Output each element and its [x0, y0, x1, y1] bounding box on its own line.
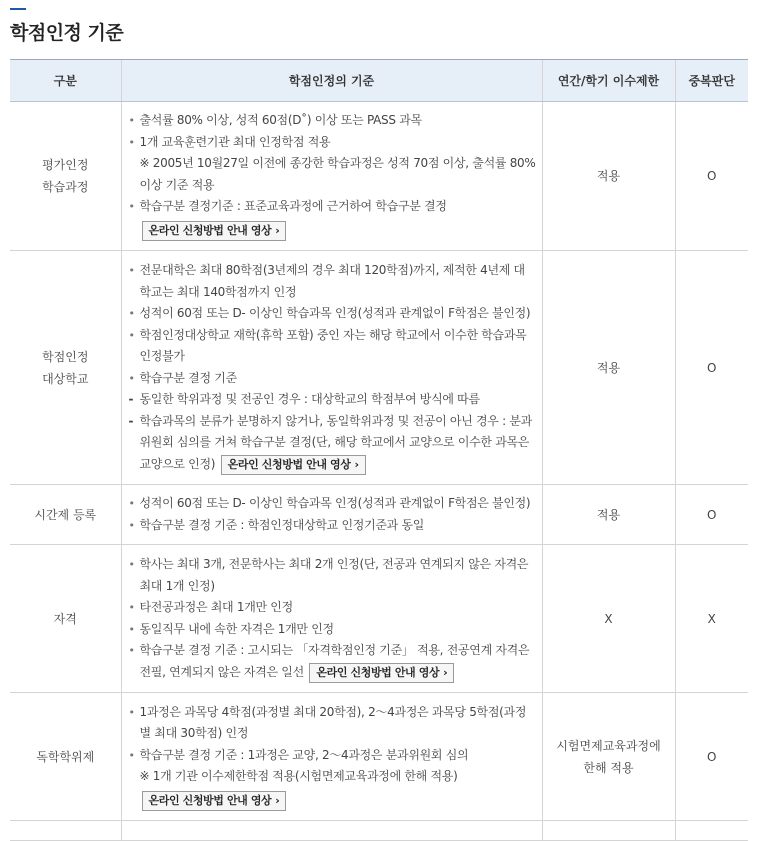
list-item: • 학습구분 결정 기준 : 고시되는 「자격학점인정 기준」 적용, 전공연계 자격은 전필, 연계되지 않은 자격은 일선 온라인 신청방법 안내 영상 ›	[128, 640, 536, 683]
row-criteria	[121, 545, 542, 693]
video-guide-button[interactable]: 온라인 신청방법 안내 영상 ›	[221, 455, 366, 475]
header-limit: 연간/학기 이수제한	[542, 60, 675, 102]
page-title: 학점인정 기준	[10, 22, 124, 44]
list-item: • 학습구분 결정기준 : 표준교육과정에 근거하여 학습구분 결정	[128, 196, 536, 218]
row-limit: 적용	[542, 102, 675, 251]
list-item: • 1과정은 과목당 4학점(과정별 최대 20학점), 2～4과정은 과목당 5학점(과정별 최대 30학점) 인정	[128, 702, 536, 745]
list-item: • 성적이 60점 또는 D- 이상인 학습과목 인정(성적과 관계없이 F학점은 불인정)	[128, 303, 536, 325]
header-category: 구분	[10, 60, 121, 102]
note-text: ※ 1개 기관 이수제한학점 적용(시험면제교육과정에 한해 적용)	[139, 769, 458, 783]
chevron-right-icon: ›	[443, 665, 448, 679]
list-item: • 1개 교육훈련기관 최대 인정학점 적용	[128, 132, 536, 154]
row-limit: 적용	[542, 485, 675, 545]
table-row	[10, 693, 748, 821]
video-guide-button[interactable]: 온라인 신청방법 안내 영상 ›	[142, 221, 287, 241]
header-criteria: 학점인정의 기준	[121, 60, 542, 102]
table-row	[10, 251, 748, 485]
table-header-row	[10, 60, 748, 102]
chevron-right-icon: ›	[354, 457, 359, 471]
header-duplicate: 중복판단	[675, 60, 748, 102]
video-guide-button[interactable]: 온라인 신청방법 안내 영상 ›	[142, 791, 287, 811]
row-limit: 시험면제교육과정에 한해 적용	[542, 693, 675, 821]
title-accent-bar	[10, 8, 26, 10]
list-item: • 동일직무 내에 속한 자격은 1개만 인정	[128, 619, 536, 641]
credit-criteria-table	[10, 59, 748, 841]
row-category: 학점인정 대상학교	[10, 251, 121, 485]
list-item: • 타전공과정은 최대 1개만 인정	[128, 597, 536, 619]
row-category: 자격	[10, 545, 121, 693]
row-limit: 적용	[542, 251, 675, 485]
row-criteria	[121, 693, 542, 821]
list-item: • 전문대학은 최대 80학점(3년제의 경우 최대 120학점)까지, 제적한 4년제 대학교는 최대 140학점까지 인정	[128, 260, 536, 303]
row-category: 시간제 등록	[10, 485, 121, 545]
list-item: • 성적이 60점 또는 D- 이상인 학습과목 인정(성적과 관계없이 F학점은 불인정)	[128, 493, 536, 515]
video-guide-button[interactable]: 온라인 신청방법 안내 영상 ›	[309, 663, 454, 683]
list-item: • 출석률 80% 이상, 성적 60점(D˚) 이상 또는 PASS 과목	[128, 110, 536, 132]
table-row	[10, 545, 748, 693]
list-item: • 학습구분 결정 기준 : 1과정은 교양, 2～4과정은 분과위원회 심의	[128, 745, 536, 767]
row-duplicate: O	[675, 102, 748, 251]
row-duplicate: O	[675, 251, 748, 485]
row-category: 평가인정 학습과정	[10, 102, 121, 251]
list-item: • 학사는 최대 3개, 전문학사는 최대 2개 인정(단, 전공과 연계되지 않은 자격은 최대 1개 인정)	[128, 554, 536, 597]
row-duplicate: O	[675, 485, 748, 545]
row-limit: X	[542, 545, 675, 693]
list-item: • 학습구분 결정 기준	[128, 368, 536, 390]
list-item: • 학점인정대상학교 재학(휴학 포함) 중인 자는 해당 학교에서 이수한 학습과목 인정불가	[128, 325, 536, 368]
sub-list-item: - 학습과목의 분류가 분명하지 않거나, 동일학위과정 및 전공이 아닌 경우 : 분과위원회 심의를 거쳐 학습구분 결정(단, 해당 학교에서 교양으로 이수한 과목은 교양으로 인정) 온라인 신청방법 안내 영상 ›	[128, 411, 536, 476]
chevron-right-icon: ›	[275, 223, 280, 237]
row-category: 독학학위제	[10, 693, 121, 821]
row-duplicate: X	[675, 545, 748, 693]
table-row	[10, 485, 748, 545]
note-text: ※ 2005년 10월27일 이전에 종강한 학습과정은 성적 70점 이상, 출석률 80% 이상 기준 적용	[139, 156, 536, 192]
row-criteria	[121, 102, 542, 251]
chevron-right-icon: ›	[275, 793, 280, 807]
row-criteria	[121, 485, 542, 545]
table-row-partial	[10, 821, 748, 841]
row-duplicate: O	[675, 693, 748, 821]
table-row	[10, 102, 748, 251]
list-item: • 학습구분 결정 기준 : 학점인정대상학교 인정기준과 동일	[128, 515, 536, 537]
row-criteria	[121, 251, 542, 485]
sub-list-item: - 동일한 학위과정 및 전공인 경우 : 대상학교의 학점부여 방식에 따름	[128, 389, 536, 411]
